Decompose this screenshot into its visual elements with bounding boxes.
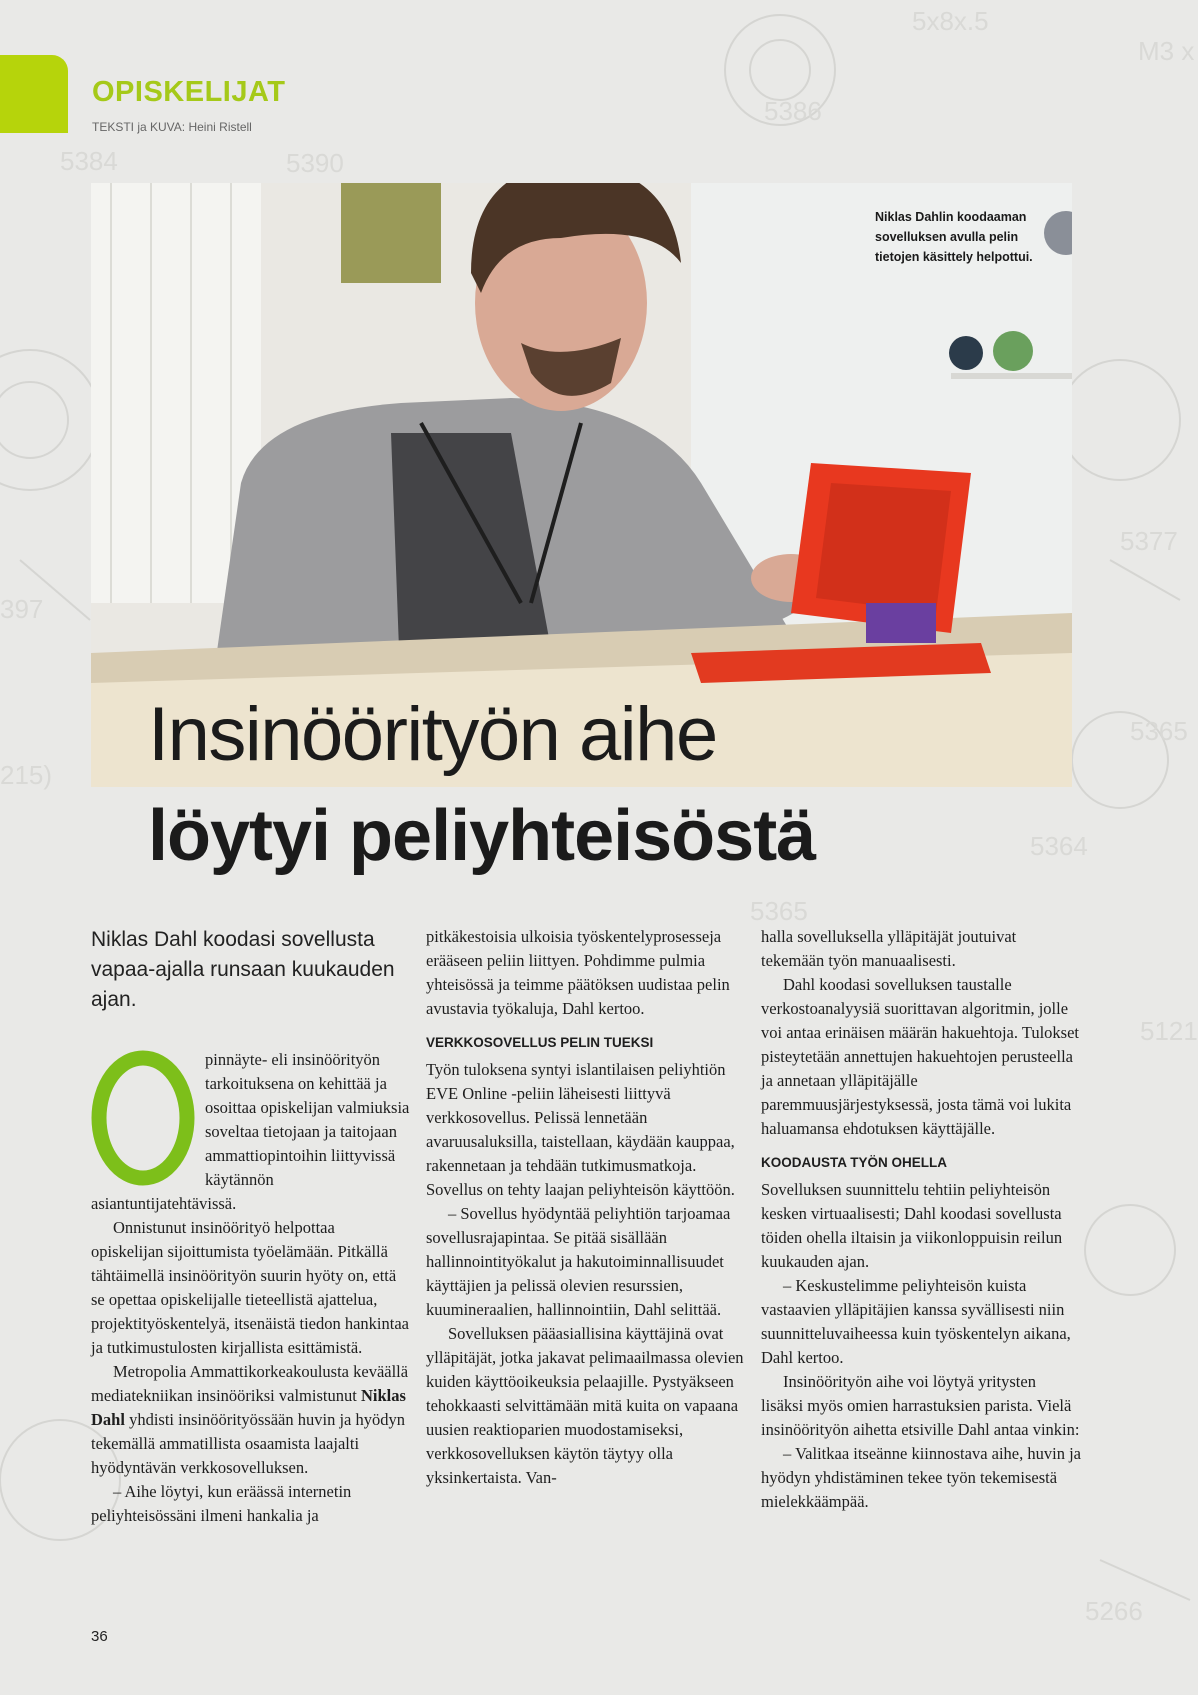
svg-text:5377: 5377 (1120, 526, 1178, 556)
section-color-tab (0, 55, 68, 133)
body-paragraph: Työn tuloksena syntyi islantilaisen peliyhtiön EVE Online -peliin läheisesti liittyvä verkkosovellus. Pelissä lennetään avaruusaluksilla, taistellaan, käydään kauppaa, rakennetaan ja tehdään tutkimusmatkoja. Sovellus on tehty laajan peliyhteisön käyttöön. (426, 1060, 735, 1199)
body-paragraph: Sovelluksen suunnittelu tehtiin peliyhteisön kesken virtuaalisesti; Dahl koodasi sovellusta töiden ohella iltaisin ja viikonloppuisin reilun kuukauden ajan. (761, 1180, 1063, 1271)
svg-text:397: 397 (0, 594, 44, 624)
subheading: KOODAUSTA TYÖN OHELLA (761, 1155, 947, 1170)
person-name: Niklas Dahl (91, 1386, 406, 1429)
svg-text:5365: 5365 (1130, 716, 1188, 746)
svg-text:5384: 5384 (60, 146, 118, 176)
lead-text: Niklas Dahl koodasi sovellusta vapaa-ajalla runsaan kuukauden ajan. (91, 928, 395, 1011)
body-paragraph: Metropolia Ammattikorkeakoulusta keväällä mediatekniikan insinööriksi valmistunut Niklas Dahl yhdisti insinöörityössään huvin ja hyödyn tekemällä ammatillista osaamista laajalti hyödyntävän verkkosovelluksen. (91, 1362, 409, 1477)
svg-text:215): 215) (0, 760, 53, 790)
body-paragraph: halla sovelluksella ylläpitäjät joutuivat tekemään työn manuaalisesti. (761, 927, 1017, 970)
article-column-2 (426, 925, 746, 1490)
body-paragraph: pinnäyte- eli insinöörityön tarkoituksena on kehittää ja osoittaa opiskelijan valmiuksia soveltaa tietojaan ja taitojaan ammattiopintoihin liittyvissä käytännön asiantuntijatehtävissä. (91, 1050, 410, 1213)
svg-text:5121: 5121 (1140, 1016, 1198, 1046)
article-column-3 (761, 925, 1081, 1514)
article-column-1 (91, 925, 411, 1528)
svg-text:M3 x: M3 x (1138, 36, 1195, 66)
photo-caption: Niklas Dahlin koodaaman sovelluksen avulla pelin tietojen käsittely helpottui. (875, 210, 1033, 264)
body-paragraph: Onnistunut insinöörityö helpottaa opiskelijan sijoittumista työelämään. Pitkällä tähtäimellä insinöörityön suurin hyöty on, että se opettaa opiskelijalle tieteellistä ajattelua, projektityöskentelyä, itsenäistä tiedon hankintaa ja tutkimustulosten kirjallista esittämistä. (91, 1218, 409, 1357)
dropcap-o (87, 1048, 199, 1188)
page-number: 36 (91, 1628, 108, 1645)
body-paragraph: – Sovellus hyödyntää peliyhtiön tarjoamaa sovellusrajapintaa. Se pitää sisällään hallinnointityökalut ja hakutoiminnallisuudet käyttäjien ja pelissä olevien resurssien, kuumineraalien, hallinnointiin, Dahl selittää. (426, 1204, 731, 1319)
svg-text:5x8x.5: 5x8x.5 (912, 6, 989, 36)
body-paragraph: Sovelluksen pääasiallisina käyttäjinä ovat ylläpitäjät, jotka jakavat pelimaailmassa olevien kuiden käyttöoikeuksia pelaajille. Pystyäkseen tehokkaasti selvittämään mitä kuita on vapaana uusien reaktioparien muodostamiseksi, verkkosovelluksen käytön täytyy olla yksinkertaista. Van- (426, 1324, 744, 1487)
headline-line-2: löytyi peliyhteisöstä (148, 796, 816, 876)
svg-text:5266: 5266 (1085, 1596, 1143, 1626)
body-paragraph: – Valitkaa itseänne kiinnostava aihe, huvin ja hyödyn yhdistäminen tekee työn tekemisestä mielekkäämpää. (761, 1444, 1081, 1511)
body-paragraph: – Keskustelimme peliyhteisön kuista vastaavien ylläpitäjien kanssa syvällisesti niin suunnitteluvaiheessa kuin työskentelyn aikana, Dahl kertoo. (761, 1276, 1071, 1367)
credits: TEKSTI ja KUVA: Heini Ristell (92, 120, 252, 134)
body-paragraph: pitkäkestoisia ulkoisia työskentelyprosesseja erääseen peliin liittyen. Pohdimme pulmia yhteisössä ja teimme päätöksen uudistaa pelin avustavia työkaluja, Dahl kertoo. (426, 927, 730, 1018)
headline-line-1: Insinöörityön aihe (148, 692, 717, 777)
section-label: OPISKELIJAT (92, 76, 286, 108)
svg-text:5390: 5390 (286, 148, 344, 178)
body-paragraph: Insinöörityön aihe voi löytyä yritysten lisäksi myös omien harrastuksien parista. Vielä insinöörityön aihetta etsiville Dahl antaa vinkin: (761, 1372, 1080, 1439)
body-paragraph: – Aihe löytyi, kun eräässä internetin peliyhteisössäni ilmeni hankalia ja (91, 1482, 352, 1525)
subheading: VERKKOSOVELLUS PELIN TUEKSI (426, 1035, 654, 1050)
body-paragraph: Dahl koodasi sovelluksen taustalle verkostoanalyysiä suorittavan algoritmin, jolle voi antaa erinäisen määrän hakuehtoja. Tulokset pisteytetään annettujen hakuehtojen perusteella ja annetaan ylläpitäjälle paremmuusjärjestyksessä, josta tämä voi lukita haluamansa ehdotuksen käyttäjälle. (761, 975, 1079, 1138)
svg-text:5365: 5365 (750, 896, 808, 926)
svg-text:5364: 5364 (1030, 831, 1088, 861)
svg-text:5386: 5386 (764, 96, 822, 126)
